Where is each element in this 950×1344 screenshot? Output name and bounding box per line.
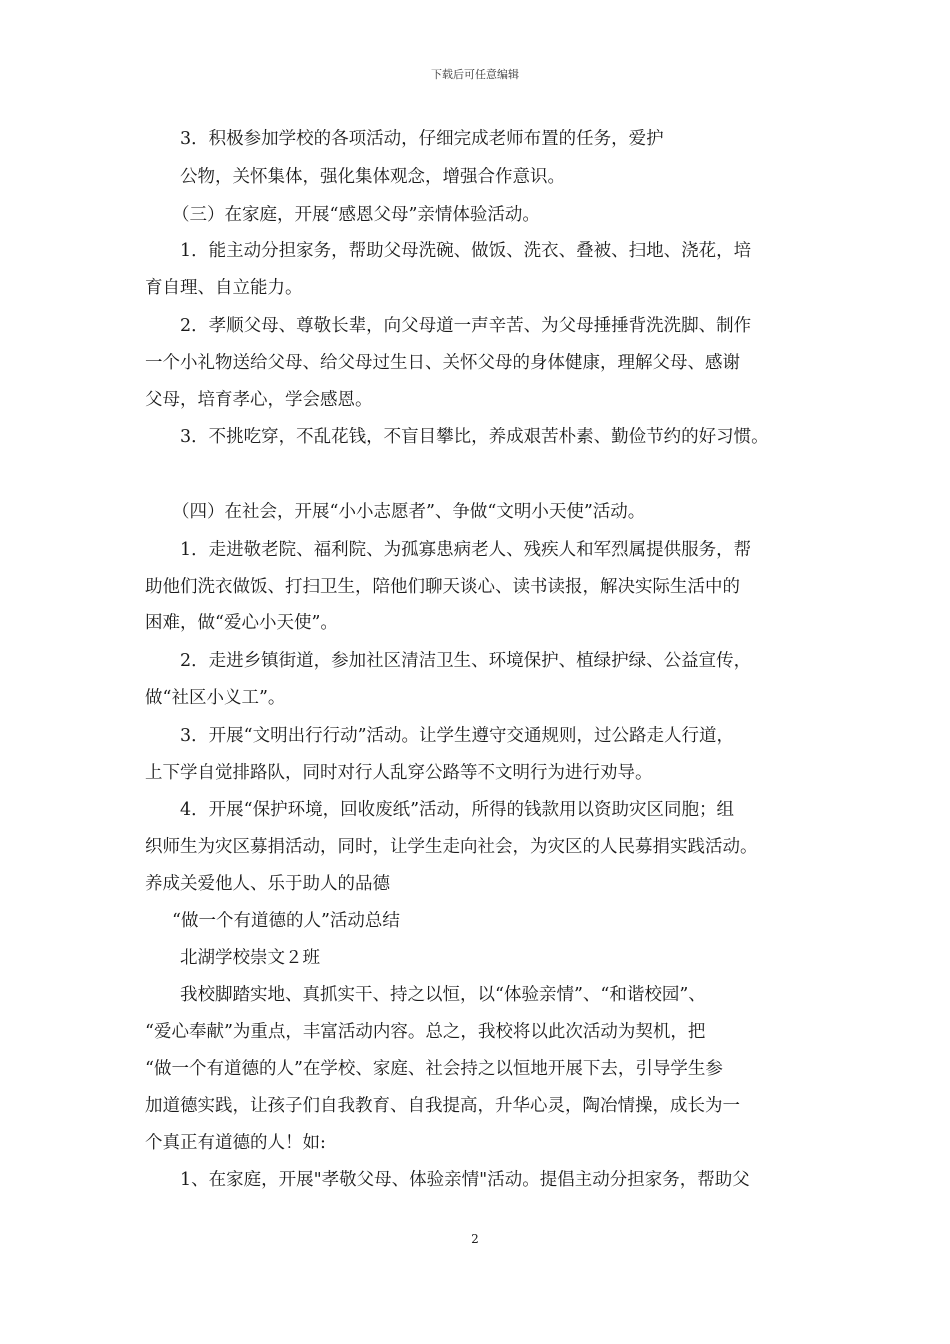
text-line: （三）在家庭，开展“感恩父母”亲情体验活动。 — [172, 205, 540, 225]
text-line: 困难，做“爱心小天使”。 — [145, 613, 338, 633]
text-line: 上下学自觉排路队，同时对行人乱穿公路等不文明行为进行劝导。 — [145, 763, 653, 783]
page-header: 下载后可任意编辑 — [431, 68, 519, 81]
text-line: 养成关爱他人、乐于助人的品德 — [145, 874, 390, 894]
text-line: 1．能主动分担家务，帮助父母洗碗、做饭、洗衣、叠被、扫地、浇花，培 — [180, 241, 752, 261]
text-line: 2．孝顺父母、尊敬长辈，向父母道一声辛苦、为父母捶捶背洗洗脚、制作 — [180, 316, 752, 336]
text-line: 我校脚踏实地、真抓实干、持之以恒，以“体验亲情”、“和谐校园”、 — [180, 985, 706, 1005]
text-line: 助他们洗衣做饭、打扫卫生，陪他们聊天谈心、读书读报，解决实际生活中的 — [145, 577, 740, 597]
text-line: 1．走进敬老院、福利院、为孤寡患病老人、残疾人和军烈属提供服务，帮 — [180, 540, 752, 560]
text-line: 织师生为灾区募捐活动，同时，让学生走向社会，为灾区的人民募捐实践活动。 — [145, 837, 758, 857]
text-line: 加道德实践，让孩子们自我教育、自我提高，升华心灵，陶冶情操，成长为一 — [145, 1096, 740, 1116]
text-line: 3．开展“文明出行行动”活动。让学生遵守交通规则，过公路走人行道， — [180, 726, 735, 746]
text-line: 3．不挑吃穿，不乱花钱，不盲目攀比，养成艰苦朴素、勤俭节约的好习惯。 — [180, 427, 769, 447]
text-line: 4．开展“保护环境，回收废纸”活动，所得的钱款用以资助灾区同胞；组 — [180, 800, 735, 820]
text-line: 育自理、自立能力。 — [145, 278, 303, 298]
text-line: 北湖学校崇文２班 — [180, 948, 320, 968]
text-line: “做一个有道德的人”在学校、家庭、社会持之以恒地开展下去，引导学生参 — [145, 1059, 723, 1079]
text-line: 2．走进乡镇街道，参加社区清洁卫生、环境保护、植绿护绿、公益宣传， — [180, 651, 752, 671]
page-number: 2 — [471, 1232, 479, 1246]
text-line: 个真正有道德的人！如: — [145, 1133, 326, 1153]
text-line: 3．积极参加学校的各项活动，仔细完成老师布置的任务，爱护 — [180, 129, 664, 149]
text-line: 父母，培育孝心，学会感恩。 — [145, 390, 373, 410]
text-line: “爱心奉献”为重点，丰富活动内容。总之，我校将以此次活动为契机，把 — [145, 1022, 706, 1042]
text-line: 1、在家庭，开展"孝敬父母、体验亲情"活动。提倡主动分担家务，帮助父 — [180, 1170, 750, 1190]
text-line: “做一个有道德的人”活动总结 — [172, 911, 400, 931]
text-line: 做“社区小义工”。 — [145, 688, 286, 708]
text-line: 公物，关怀集体，强化集体观念，增强合作意识。 — [180, 167, 565, 187]
text-line: （四）在社会，开展“小小志愿者”、争做“文明小天使”活动。 — [172, 502, 646, 522]
text-line: 一个小礼物送给父母、给父母过生日、关怀父母的身体健康，理解父母、感谢 — [145, 353, 740, 373]
